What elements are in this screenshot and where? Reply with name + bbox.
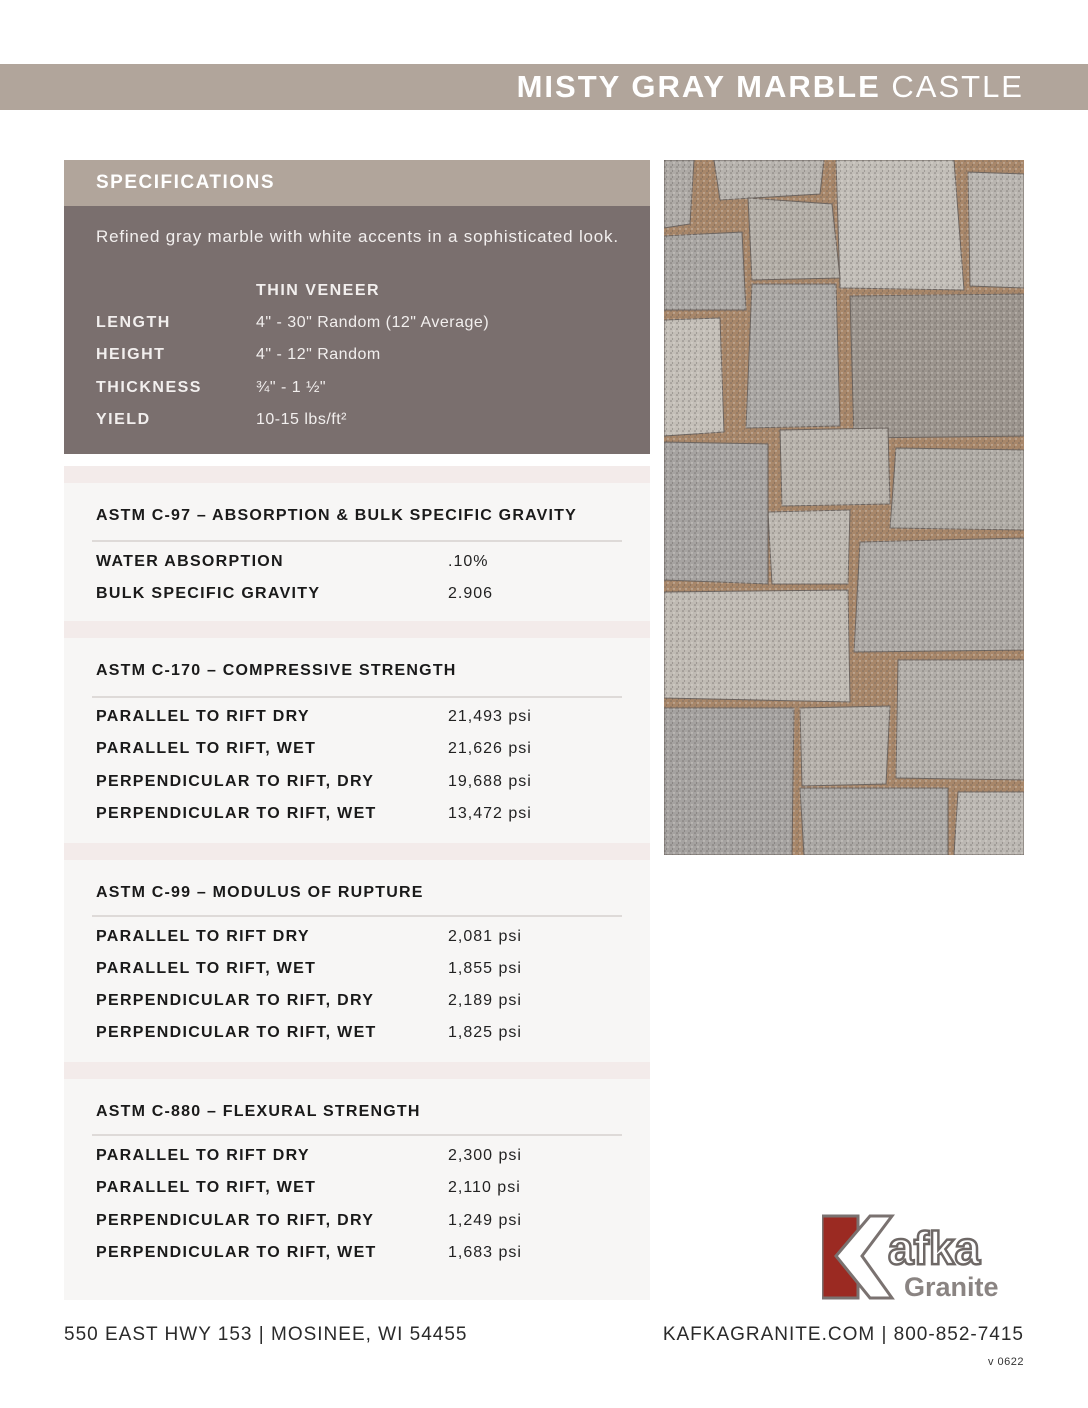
table-row xyxy=(96,585,626,609)
table-row xyxy=(96,960,626,984)
specifications-header xyxy=(64,160,650,206)
spec-row-yield xyxy=(96,411,626,435)
spec-row-height xyxy=(96,346,626,370)
spec-label: LENGTH xyxy=(96,314,171,331)
row-label: PERPENDICULAR TO RIFT, WET xyxy=(96,1024,377,1041)
spec-label: HEIGHT xyxy=(96,346,166,363)
row-label: PERPENDICULAR TO RIFT, DRY xyxy=(96,773,375,790)
stone-wall-photo xyxy=(664,160,1024,855)
footer-contact: KAFKAGRANITE.COM | 800-852-7415 xyxy=(662,1324,1024,1345)
row-value: 2,110 psi xyxy=(448,1179,521,1196)
astm-c97-table xyxy=(64,483,650,621)
row-value: 2,189 psi xyxy=(448,992,522,1009)
spec-value: 4" - 12" Random xyxy=(256,346,381,363)
row-value: 1,825 psi xyxy=(448,1024,522,1041)
table-title: ASTM C-99 – MODULUS OF RUPTURE xyxy=(96,884,424,901)
row-value: 21,493 psi xyxy=(448,708,532,725)
thin-veneer-heading: THIN VENEER xyxy=(256,282,381,299)
row-value: 1,249 psi xyxy=(448,1212,522,1229)
table-divider xyxy=(92,1134,622,1136)
row-label: PARALLEL TO RIFT DRY xyxy=(96,708,310,725)
version-label: v 0622 xyxy=(987,1356,1024,1368)
product-description: Refined gray marble with white accents in a sophisticated look. xyxy=(96,227,619,246)
title-product-name: MISTY GRAY MARBLE xyxy=(516,69,881,104)
row-label: PARALLEL TO RIFT, WET xyxy=(96,1179,317,1196)
table-divider xyxy=(92,915,622,917)
section-separator xyxy=(64,1062,650,1079)
spec-label: YIELD xyxy=(96,411,151,428)
spec-value: 4" - 30" Random (12" Average) xyxy=(256,314,490,331)
logo-text-bottom: Granite xyxy=(904,1272,999,1300)
table-title: ASTM C-170 – COMPRESSIVE STRENGTH xyxy=(96,662,457,679)
table-row xyxy=(96,740,626,764)
section-separator xyxy=(64,466,650,483)
astm-c99-table xyxy=(64,860,650,1062)
row-label: PARALLEL TO RIFT, WET xyxy=(96,960,317,977)
title-bar xyxy=(0,64,1088,110)
page-title xyxy=(517,64,1024,110)
row-value: 21,626 psi xyxy=(448,740,532,757)
section-separator xyxy=(64,621,650,638)
specifications-heading: SPECIFICATIONS xyxy=(96,172,275,193)
spec-value: ¾" - 1 ½" xyxy=(256,379,327,396)
row-label: PERPENDICULAR TO RIFT, WET xyxy=(96,1244,377,1261)
row-label: PERPENDICULAR TO RIFT, DRY xyxy=(96,992,375,1009)
table-row xyxy=(96,553,626,577)
specifications-panel xyxy=(64,206,650,454)
table-row xyxy=(96,1179,626,1203)
row-value: 13,472 psi xyxy=(448,805,532,822)
logo-text-top: afka xyxy=(888,1222,981,1274)
table-divider xyxy=(92,696,622,698)
row-value: .10% xyxy=(448,553,489,570)
kafka-granite-logo xyxy=(822,1214,1026,1300)
table-row xyxy=(96,1024,626,1048)
row-label: BULK SPECIFIC GRAVITY xyxy=(96,585,321,602)
row-label: PARALLEL TO RIFT, WET xyxy=(96,740,317,757)
spec-value: 10-15 lbs/ft² xyxy=(256,411,347,428)
row-label: PARALLEL TO RIFT DRY xyxy=(96,928,310,945)
row-value: 2,300 psi xyxy=(448,1147,522,1164)
table-title: ASTM C-97 – ABSORPTION & BULK SPECIFIC GRAVITY xyxy=(96,507,578,524)
row-label: WATER ABSORPTION xyxy=(96,553,284,570)
table-row xyxy=(96,992,626,1016)
table-row xyxy=(96,708,626,732)
spec-label: THICKNESS xyxy=(96,379,202,396)
row-value: 2.906 xyxy=(448,585,494,602)
table-row xyxy=(96,805,626,829)
table-row xyxy=(96,773,626,797)
row-value: 19,688 psi xyxy=(448,773,532,790)
table-row xyxy=(96,1244,626,1268)
row-label: PERPENDICULAR TO RIFT, WET xyxy=(96,805,377,822)
footer-address: 550 EAST HWY 153 | MOSINEE, WI 54455 xyxy=(64,1324,468,1345)
spec-row-thickness xyxy=(96,379,626,403)
section-separator xyxy=(64,843,650,860)
table-row xyxy=(96,1212,626,1236)
title-style-name: CASTLE xyxy=(891,69,1024,104)
table-title: ASTM C-880 – FLEXURAL STRENGTH xyxy=(96,1103,421,1120)
spec-row-length xyxy=(96,314,626,338)
row-label: PERPENDICULAR TO RIFT, DRY xyxy=(96,1212,375,1229)
row-label: PARALLEL TO RIFT DRY xyxy=(96,1147,310,1164)
row-value: 1,683 psi xyxy=(448,1244,522,1261)
row-value: 1,855 psi xyxy=(448,960,522,977)
table-divider xyxy=(92,540,622,542)
table-row xyxy=(96,1147,626,1171)
row-value: 2,081 psi xyxy=(448,928,522,945)
astm-c170-table xyxy=(64,638,650,843)
table-row xyxy=(96,928,626,952)
astm-c880-table xyxy=(64,1079,650,1300)
